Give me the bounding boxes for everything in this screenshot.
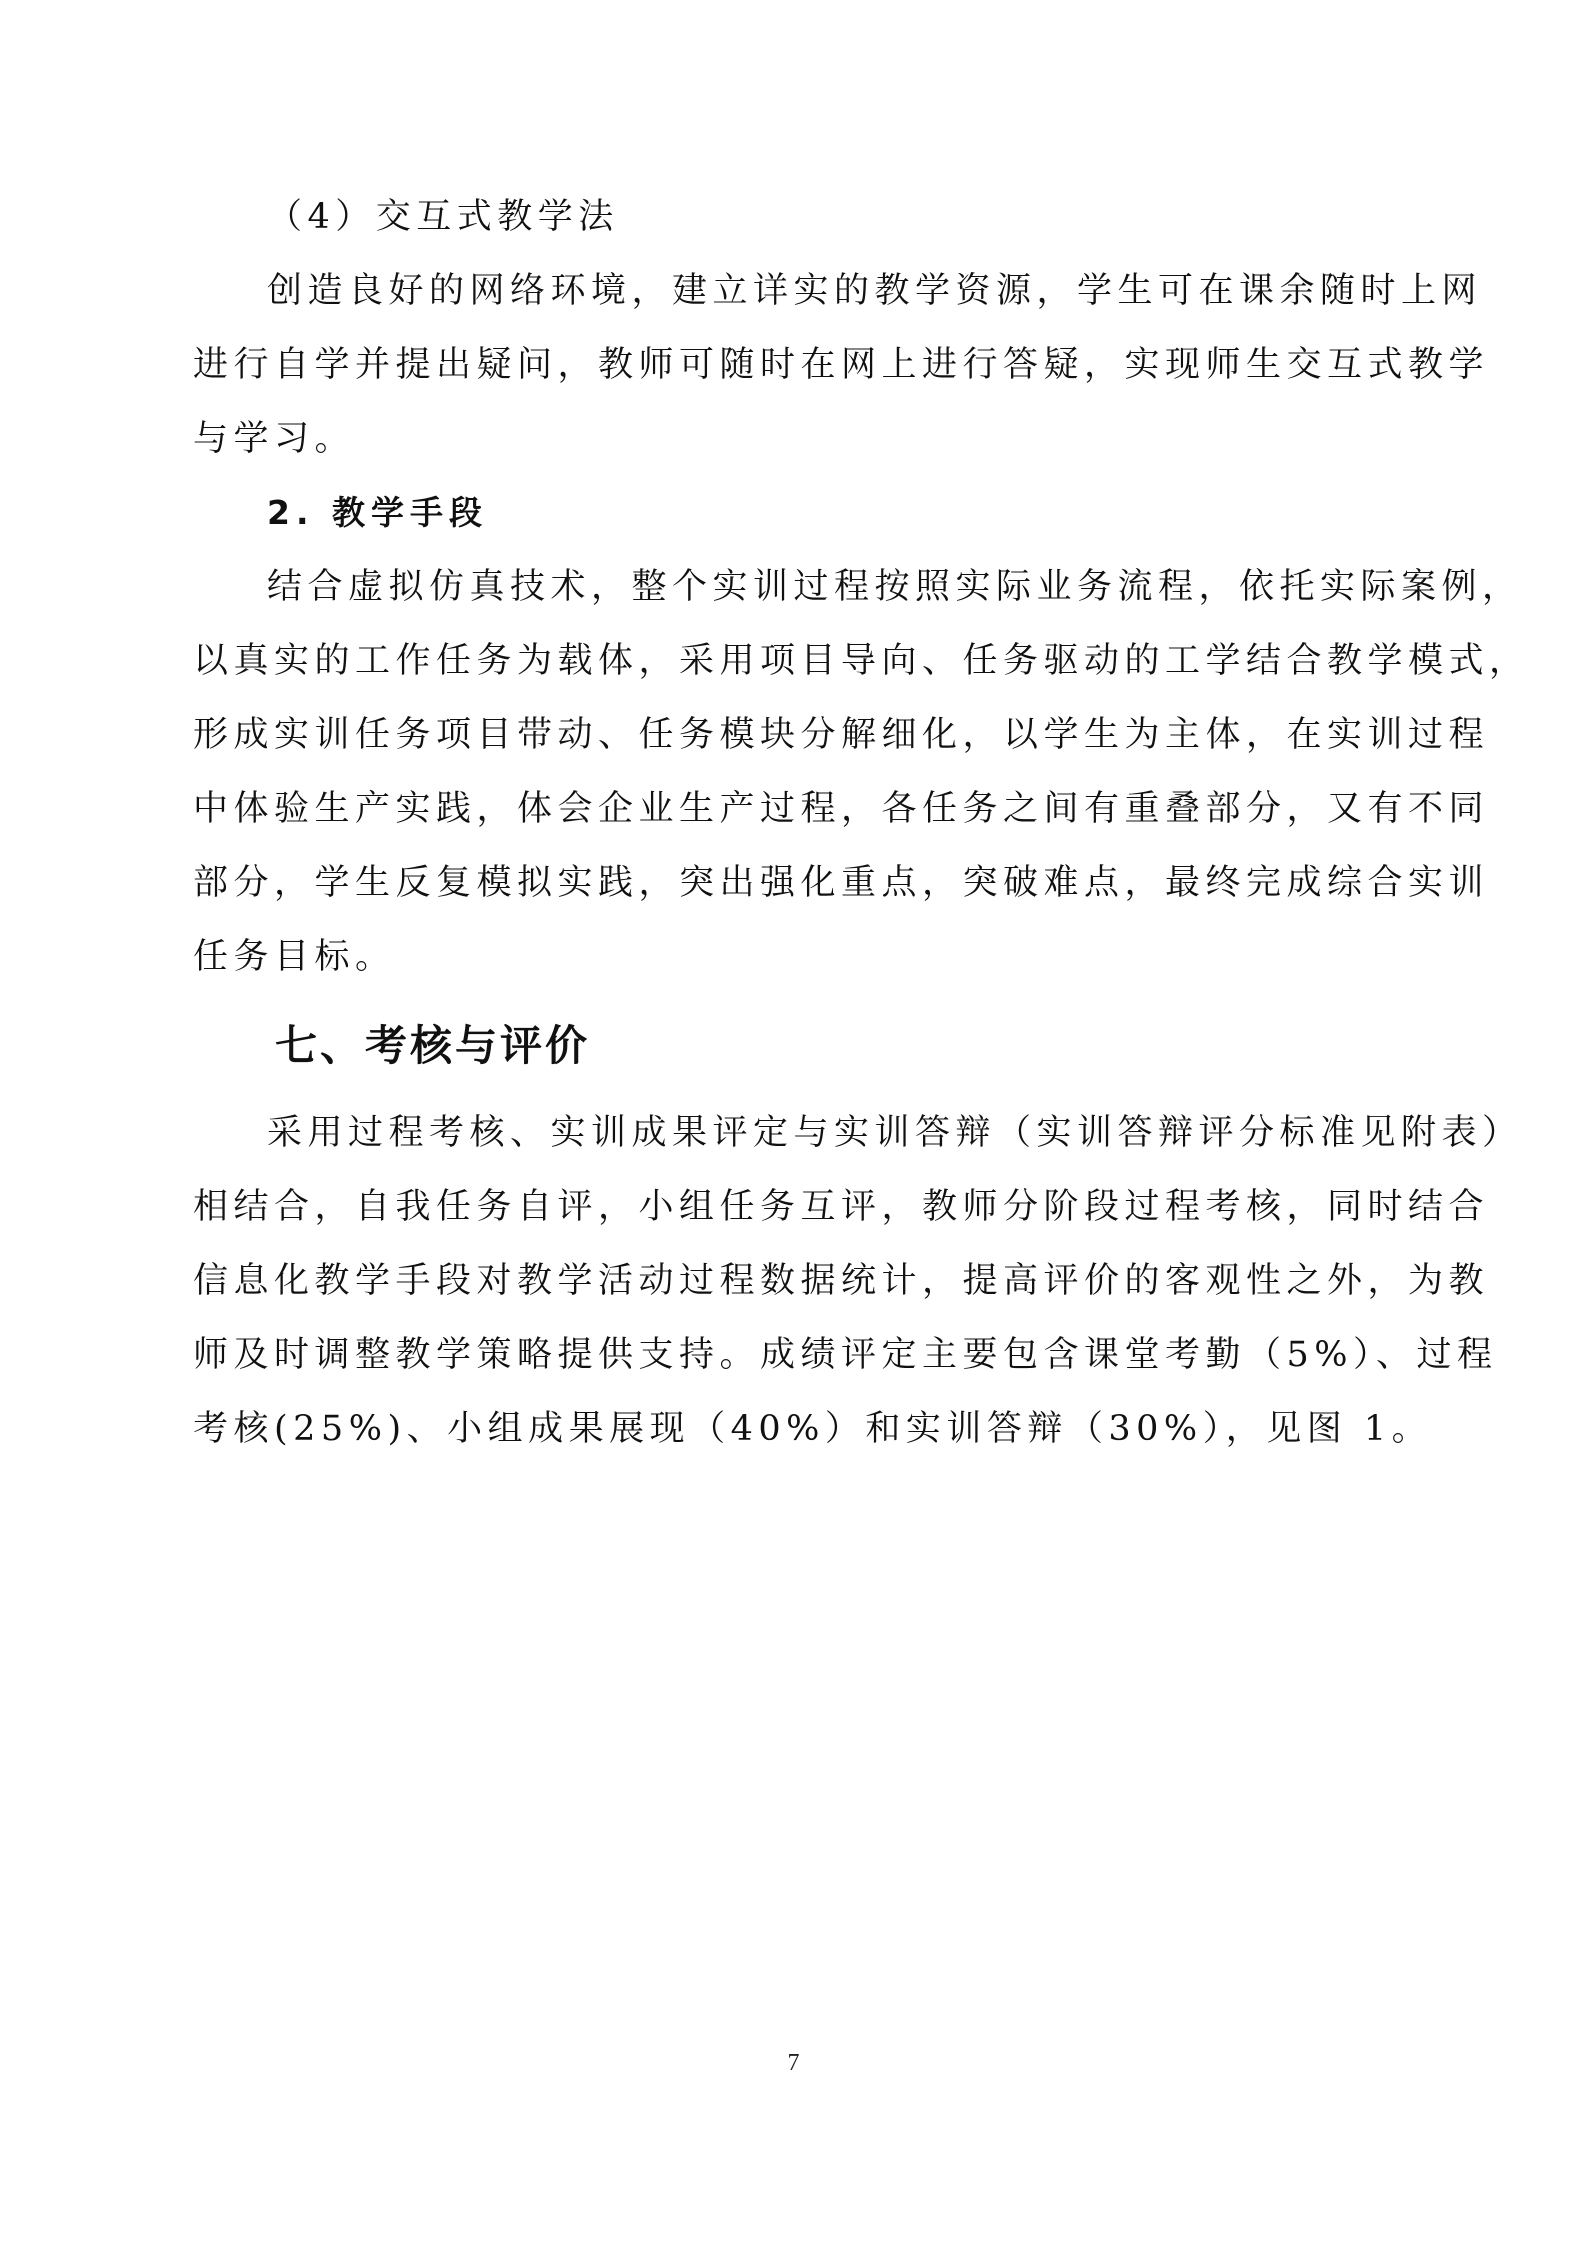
paragraph-line: 结合虚拟仿真技术，整个实训过程按照实际业务流程，依托实际案例， xyxy=(267,567,1523,607)
paragraph-line: 信息化教学手段对教学活动过程数据统计，提高评价的客观性之外，为教 xyxy=(193,1261,1490,1301)
section-title-assessment: 七、考核与评价 xyxy=(275,1021,591,1070)
paragraph-line: 以真实的工作任务为载体，采用项目导向、任务驱动的工学结合教学模式， xyxy=(193,641,1530,681)
paragraph-line: 进行自学并提出疑问，教师可随时在网上进行答疑，实现师生交互式教学 xyxy=(193,345,1490,385)
paragraph-line: 形成实训任务项目带动、任务模块分解细化，以学生为主体，在实训过程 xyxy=(193,715,1490,755)
page-number: 7 xyxy=(787,2050,800,2076)
paragraph-line: 与学习。 xyxy=(193,419,356,459)
subheading-teaching-means: 2. 教学手段 xyxy=(267,493,488,532)
paragraph-line: 相结合，自我任务自评，小组任务互评，教师分阶段过程考核，同时结合 xyxy=(193,1187,1490,1227)
paragraph-line: 采用过程考核、实训成果评定与实训答辩（实训答辩评分标准见附表） xyxy=(267,1113,1523,1153)
paragraph-line: 创造良好的网络环境，建立详实的教学资源，学生可在课余随时上网 xyxy=(267,271,1483,311)
paragraph-line: 部分，学生反复模拟实践，突出强化重点，突破难点，最终完成综合实训 xyxy=(193,863,1490,903)
paragraph-line: 中体验生产实践，体会企业生产过程，各任务之间有重叠部分，又有不同 xyxy=(193,789,1490,829)
paragraph-line: 师及时调整教学策略提供支持。成绩评定主要包含课堂考勤（5%）、过程 xyxy=(193,1335,1498,1375)
item4-heading: （4）交互式教学法 xyxy=(267,197,619,237)
paragraph-line: 任务目标。 xyxy=(193,937,396,977)
document-page xyxy=(193,180,1530,1466)
paragraph-line: 考核(25%)、小组成果展现（40%）和实训答辩（30%），见图 1。 xyxy=(193,1409,1433,1449)
